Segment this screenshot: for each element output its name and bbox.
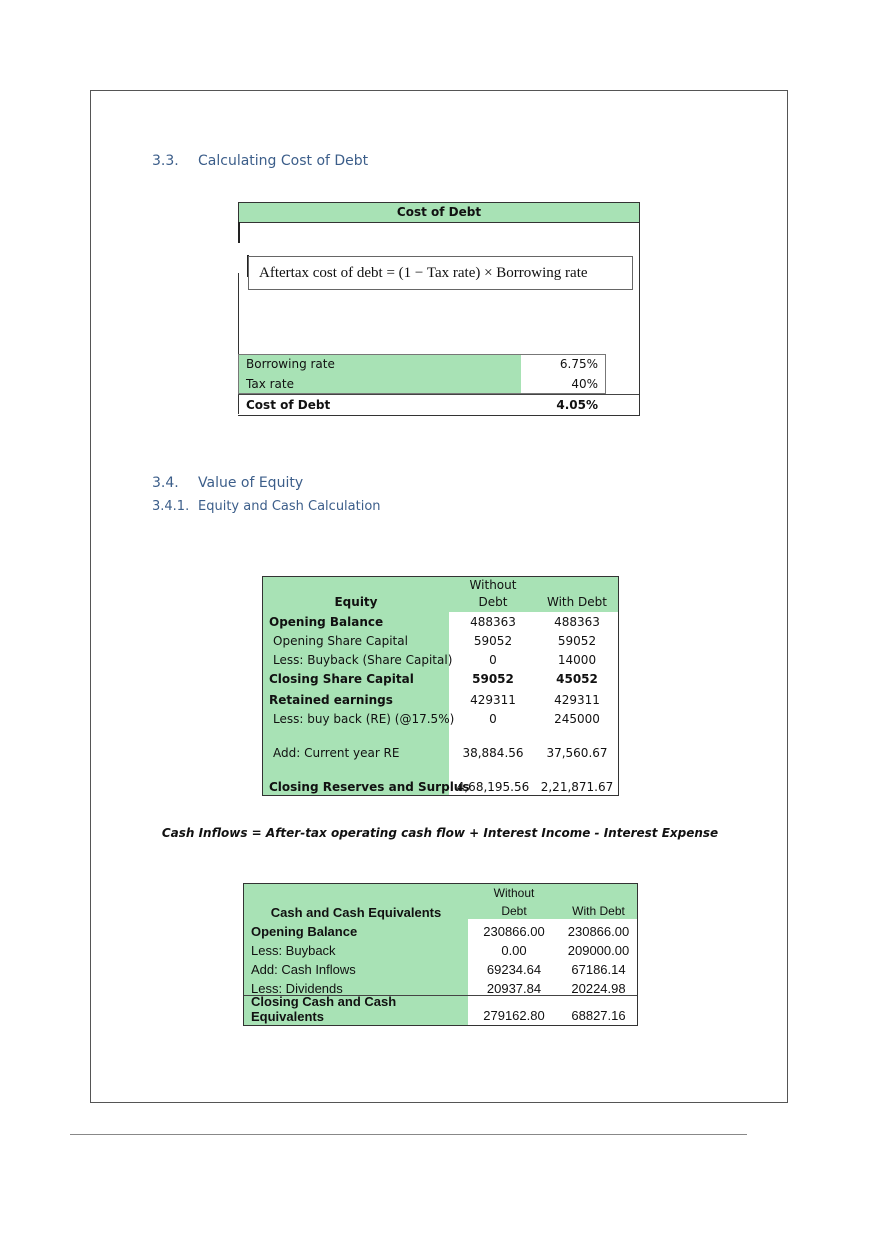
- equity-row-v2: 2,21,871.67: [540, 780, 614, 794]
- cod-total-rule: [238, 394, 640, 395]
- cash-row-v2: 20224.98: [571, 981, 626, 996]
- equity-row-label: Closing Reserves and Surplus: [269, 780, 470, 794]
- tax-rate-value: 40%: [571, 377, 598, 391]
- borrowing-rate-label: Borrowing rate: [246, 357, 335, 371]
- equity-row-v1: 0: [489, 712, 497, 726]
- cash-table: [243, 883, 638, 1026]
- equity-row-v1: 4,68,195.56: [456, 780, 530, 794]
- equity-row-v2: 37,560.67: [546, 746, 608, 760]
- cash-row-label: Opening Balance: [251, 924, 358, 939]
- cost-of-debt-label: Cost of Debt: [246, 398, 331, 412]
- equity-row-v2: 45052: [556, 672, 598, 686]
- equity-row-v1: 488363: [470, 615, 516, 629]
- cash-row-label: Less: Buyback: [251, 943, 336, 958]
- cost-of-debt-header: [238, 202, 640, 223]
- cash-row-v2: 209000.00: [567, 943, 630, 958]
- footer-rule: [70, 1134, 747, 1135]
- equity-row-v1: 429311: [470, 693, 516, 707]
- cash-row-v1: 279162.80: [483, 1008, 545, 1023]
- equity-row-label: Less: buy back (RE) (@17.5%): [273, 712, 455, 726]
- cash-row-label: Less: Dividends: [251, 981, 343, 996]
- cash-header-label: Cash and Cash Equivalents: [270, 905, 442, 920]
- tax-rate-label: Tax rate: [246, 377, 294, 391]
- section-3-4-title: Value of Equity: [198, 475, 304, 491]
- cash-row-v1: 69234.64: [486, 962, 542, 977]
- equity-col2-header: With Debt: [546, 595, 607, 609]
- cash-col2-header: With Debt: [572, 904, 625, 918]
- borrowing-rate-value: 6.75%: [559, 357, 598, 371]
- equity-row-label: Retained earnings: [269, 693, 393, 707]
- equity-row-label: Add: Current year RE: [273, 746, 400, 760]
- cash-row-v2: 67186.14: [571, 962, 626, 977]
- equity-row-v2: 14000: [557, 653, 597, 667]
- equity-col1-line2: Debt: [478, 595, 508, 609]
- equity-col1-line1: Without: [469, 578, 517, 592]
- equity-row-v2: 488363: [554, 615, 600, 629]
- cash-row-v2: 68827.16: [571, 1008, 626, 1023]
- cash-row-v1: 20937.84: [486, 981, 542, 996]
- equity-table: [262, 576, 619, 796]
- cash-row-v1: 0.00: [501, 943, 527, 958]
- equity-header-label: Equity: [334, 595, 378, 609]
- cash-row-v2: 230866.00: [567, 924, 630, 939]
- equity-row-label: Closing Share Capital: [269, 672, 414, 686]
- cash-row-v1: 230866.00: [483, 924, 545, 939]
- equity-row-label: Opening Share Capital: [273, 634, 408, 648]
- equity-row-v1: 38,884.56: [462, 746, 524, 760]
- right-edge-line: [639, 223, 640, 416]
- equity-row-label: Less: Buyback (Share Capital): [273, 653, 453, 667]
- section-3-4-1-title: Equity and Cash Calculation: [198, 499, 381, 514]
- formula-box: Aftertax cost of debt = (1 − Tax rate) × Borrowing rate: [248, 256, 633, 290]
- left-edge-mark: [238, 222, 240, 243]
- cost-of-debt-value: 4.05%: [556, 398, 598, 412]
- bottom-edge-line: [238, 415, 640, 416]
- equity-row-v1: 0: [489, 653, 497, 667]
- equity-row-label: Opening Balance: [269, 615, 384, 629]
- cash-row-label-line1: Closing Cash and Cash: [251, 994, 397, 1009]
- section-3-4-1-number: 3.4.1.: [152, 499, 190, 514]
- cost-of-debt-block: [238, 202, 640, 416]
- section-3-4-number: 3.4.: [152, 475, 179, 491]
- cost-of-debt-header-label: Cost of Debt: [396, 205, 482, 219]
- cash-row-label-line2: Equivalents: [251, 1009, 324, 1024]
- cash-row-label: Add: Cash Inflows: [251, 962, 356, 977]
- cash-col1-line2: Debt: [501, 904, 527, 918]
- equity-row-v1: 59052: [473, 634, 513, 648]
- equity-row-v1: 59052: [472, 672, 514, 686]
- equity-row-v2: 245000: [554, 712, 600, 726]
- section-3-3-number: 3.3.: [152, 153, 179, 169]
- cash-inflows-note: Cash Inflows = After-tax operating cash flow + Interest Income - Interest Expense: [161, 826, 719, 840]
- cash-col1-line1: Without: [493, 886, 535, 900]
- equity-row-v2: 59052: [557, 634, 597, 648]
- section-3-3-title: Calculating Cost of Debt: [198, 153, 369, 169]
- equity-row-v2: 429311: [554, 693, 600, 707]
